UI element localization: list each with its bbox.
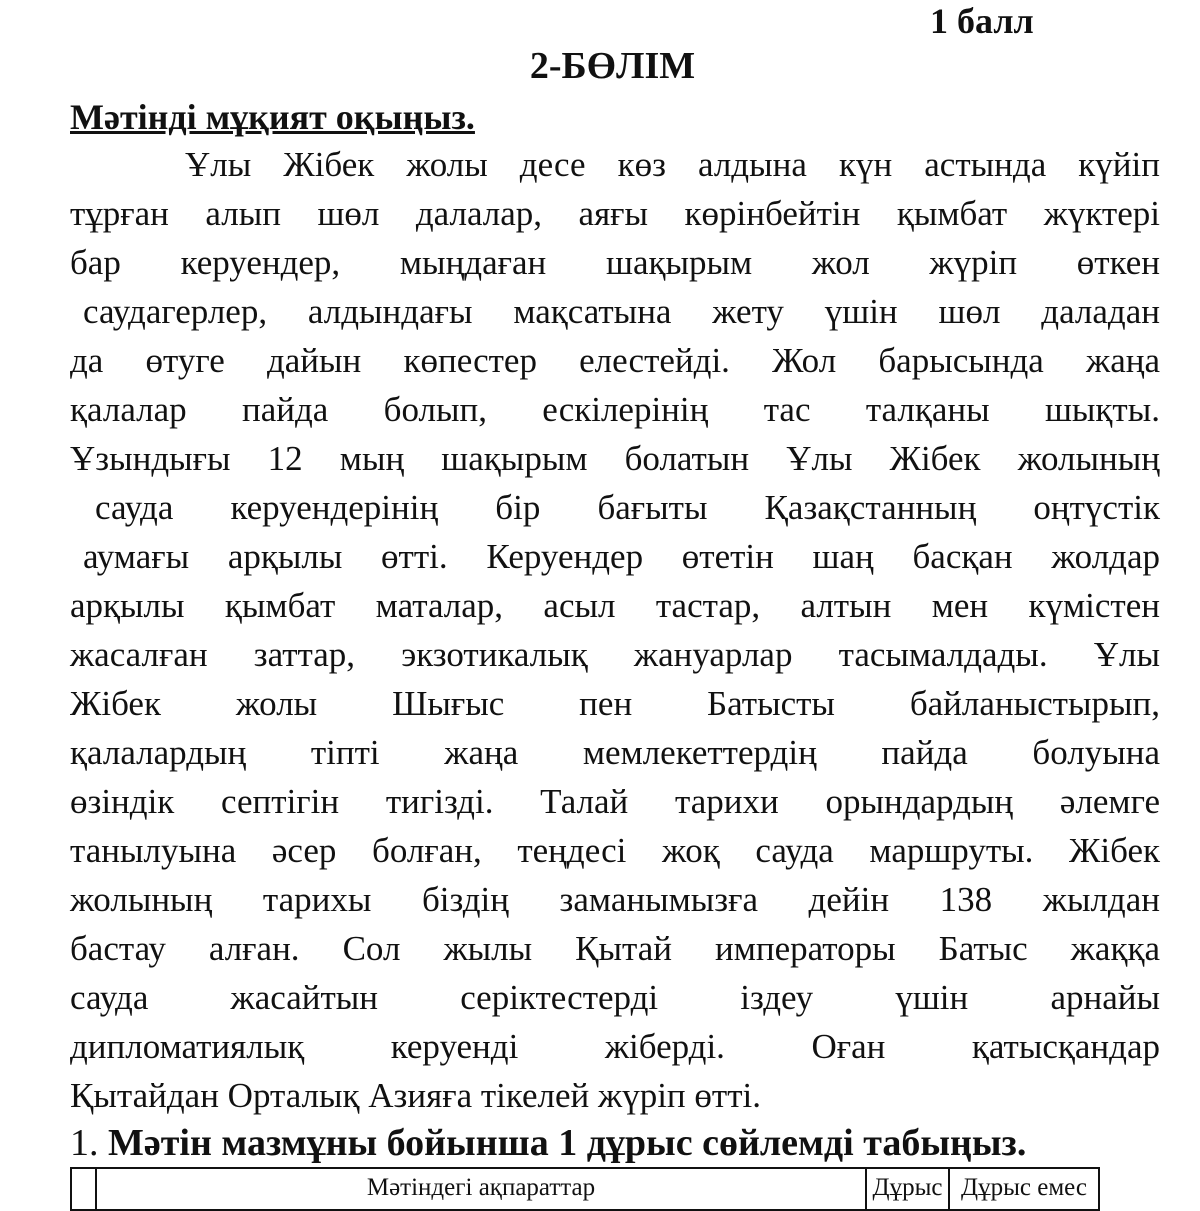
passage-line: Ұзындығы 12 мың шақырым болатын Ұлы Жібек жолының	[70, 439, 1160, 478]
table-header-number	[71, 1168, 96, 1210]
reading-passage	[70, 142, 1160, 1122]
question-text: Мәтін мазмұны бойынша 1 дұрыс сөйлемді табыңыз.	[108, 1122, 1027, 1164]
passage-line: арқылы қымбат маталар, асыл тастар, алтын мен күмістен	[70, 586, 1160, 625]
passage-line: жолының тарихы біздің заманымызға дейін 138 жылдан	[70, 880, 1160, 919]
section-title: 2-БӨЛІМ	[529, 45, 696, 87]
score-label: 1 балл	[930, 1, 1034, 41]
passage-line: бастау алған. Сол жылы Қытай императоры Батыс жаққа	[70, 929, 1160, 968]
table-header-true: Дұрыс	[866, 1168, 949, 1210]
table-header-row	[71, 1168, 1099, 1210]
passage-line: дипломатиялық керуенді жіберді. Оған қатысқандар	[70, 1027, 1160, 1066]
passage-line: сауда жасайтын серіктестерді іздеу үшін арнайы	[70, 978, 1160, 1017]
passage-line: өзіндік септігін тигізді. Талай тарихи орындардың әлемге	[70, 782, 1160, 821]
passage-line: аумағы арқылы өтті. Керуендер өтетін шаң басқан жолдар	[83, 537, 1160, 576]
answer-table	[70, 1167, 1100, 1211]
question-1	[70, 1121, 1026, 1165]
passage-line: танылуына әсер болған, теңдесі жоқ сауда маршруты. Жібек	[70, 831, 1160, 870]
passage-line: саудагерлер, алдындағы мақсатына жету үшін шөл даладан	[83, 292, 1160, 331]
instruction-heading: Мәтінді мұқият оқыңыз.	[70, 97, 475, 137]
passage-line: жасалған заттар, экзотикалық жануарлар тасымалдады. Ұлы	[70, 635, 1160, 674]
passage-line: Қытайдан Орталық Азияға тікелей жүріп өтті.	[70, 1076, 761, 1115]
passage-line: Ұлы Жібек жолы десе көз алдына күн астында күйіп	[185, 145, 1160, 184]
passage-line: сауда керуендерінің бір бағыты Қазақстанның оңтүстік	[95, 488, 1160, 527]
question-number: 1.	[70, 1122, 99, 1164]
passage-line: да өтуге дайын көпестер елестейді. Жол барысында жаңа	[70, 341, 1160, 380]
passage-line: тұрған алып шөл далалар, аяғы көрінбейтін қымбат жүктері	[70, 194, 1160, 233]
passage-line: Жібек жолы Шығыс пен Батысты байланыстырып,	[70, 684, 1160, 723]
passage-line: бар керуендер, мыңдаған шақырым жол жүріп өткен	[70, 243, 1160, 282]
passage-line: қалалар пайда болып, ескілерінің тас талқаны шықты.	[70, 390, 1160, 429]
table-header-info: Мәтіндегі ақпараттар	[96, 1168, 866, 1210]
passage-line: қалалардың тіпті жаңа мемлекеттердің пайда болуына	[70, 733, 1160, 772]
table-header-false: Дұрыс емес	[949, 1168, 1099, 1210]
